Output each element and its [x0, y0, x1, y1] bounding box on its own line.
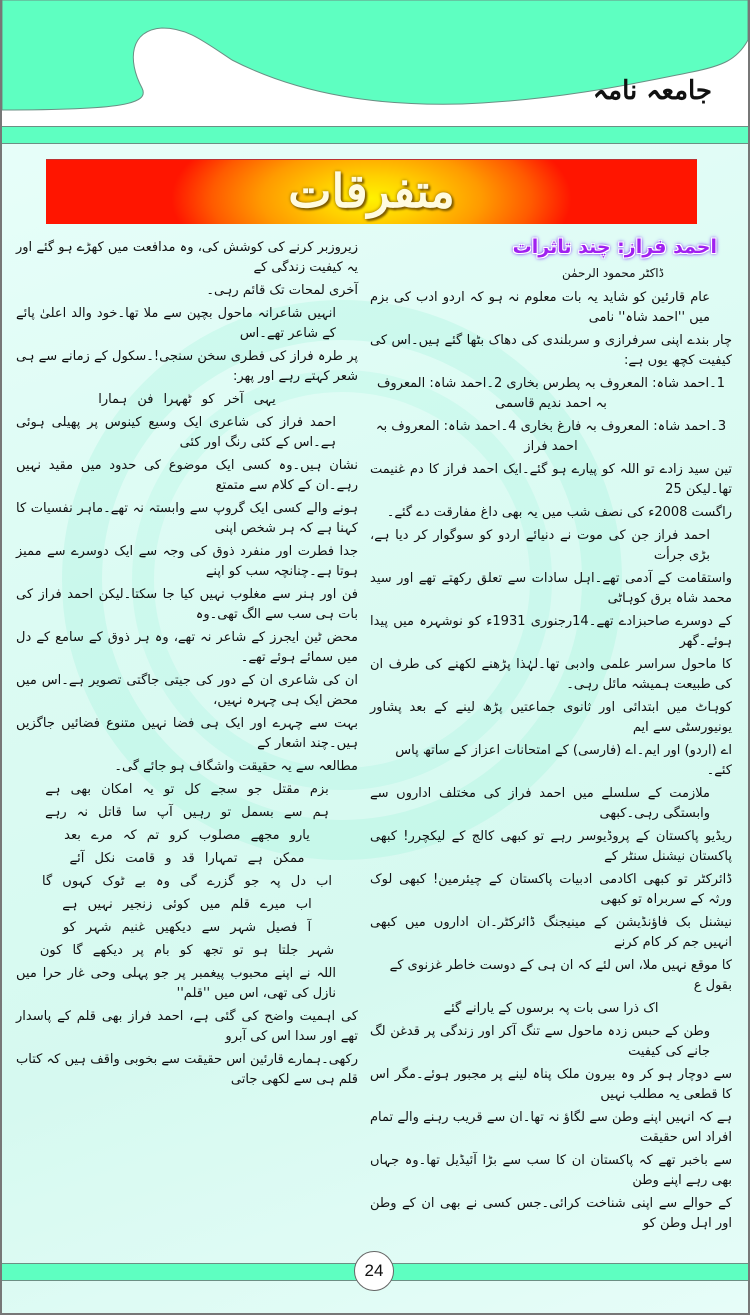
article-author: ڈاکٹر محمود الرحمٰن [561, 266, 664, 280]
text-line: ریڈیو پاکستان کے پروڈیوسر رہے تو کبھی کالج کے لیکچرر! کبھی پاکستان نیشنل سنٹر کے [370, 829, 732, 864]
text-line: واستقامت کے آدمی تھے۔اہل سادات سے تعلق رکھتے تھے اور سید محمد شاہ برق کوہاٹی [370, 571, 732, 606]
text-line: نشان ہیں۔وہ کسی ایک موضوع کی حدود میں مقید نہیں رہے۔ان کے کلام سے متمتع [16, 458, 358, 493]
text-line: سے باخبر تھے کہ پاکستان ان کا سب سے بڑا آئیڈیل تھا۔وہ جہاں بھی رہے اپنے وطن [370, 1153, 732, 1188]
text-line: نیشنل بک فاؤنڈیشن کے مینیجنگ ڈائرکٹر۔ان اداروں میں کبھی انہیں جم کر کام کرنے [370, 915, 732, 950]
text-line: تین سید زادے تو اللہ کو پیارے ہو گئے۔ایک احمد فراز کا دم غنیمت تھا۔لیکن 25 [370, 462, 732, 497]
verse-line: یہی آخر کو ٹھہرا فن ہمارا [98, 392, 276, 407]
text-line: سے دوچار ہو کر وہ بیرون ملک پناہ لینے پر مجبور ہوئے۔مگر اس کا قطعی یہ مطلب نہیں [370, 1067, 732, 1102]
text-line: کے دوسرے صاحبزادے تھے۔14رجنوری 1931ء کو نوشہرہ میں پیدا ہوئے۔گھر [370, 614, 732, 649]
right-column [370, 232, 732, 1237]
text-line: ڈائرکٹر تو کبھی اکادمی ادبیات پاکستان کے چیئرمین! کبھی لوک ورثہ کے سربراہ تو کبھی [370, 872, 732, 907]
text-line: کا موقع نہیں ملا، اس لئے کہ ان ہی کے دوست خاطر غزنوی کے بقول ع [389, 958, 732, 993]
magazine-masthead: جامعہ نامہ [592, 76, 712, 106]
text-line: اے (اردو) اور ایم۔اے (فارسی) کے امتحانات اعزاز کے ساتھ پاس کئے۔ [395, 743, 732, 778]
text-line: 3۔احمد شاہ: المعروف بہ فارغ بخاری 4۔احمد شاہ: المعروف بہ احمد فراز [375, 419, 727, 454]
text-line: ملازمت کے سلسلے میں احمد فراز کی مختلف اداروں سے وابستگی رہی۔کبھی [370, 786, 710, 821]
quoted-verse: اک ذرا سی بات پہ برسوں کے یارانے گئے [443, 1001, 659, 1016]
text-line: کے حوالے سے اپنی شناخت کرائی۔جس کسی نے بھی ان کے وطن اور اہل وطن کو [370, 1196, 732, 1231]
verse-line: ممکن ہے تمہارا قد و قامت نکل آئے [69, 851, 305, 866]
text-line: ہونے والے کسی ایک گروپ سے وابستہ نہ تھے۔ماہر نفسیات کا کہنا ہے کہ ہر شخص اپنی [16, 501, 358, 536]
text-line: زیروزبر کرنے کی کوشش کی، وہ مدافعت میں کھڑے ہو گئے اور یہ کیفیت زندگی کے [16, 240, 358, 275]
text-line: عام قارئین کو شاید یہ بات معلوم نہ ہو کہ اردو ادب کی بزم میں ''احمد شاہ'' نامی [370, 290, 710, 325]
verse-line: آ فصیل شہر سے دیکھیں غنیم شہر کو [62, 920, 312, 935]
text-line: وطن کے حبس زدہ ماحول سے تنگ آکر اور زندگی پر قدغن لگ جانے کی کیفیت [370, 1024, 710, 1059]
header-wave-decoration [2, 0, 748, 126]
text-line: رکھی۔ہمارے قارئین اس حقیقت سے بخوبی واقف ہیں کہ کتاب قلم ہی سے لکھی جاتی [16, 1052, 358, 1087]
text-line: پر طرہ فراز کی فطری سخن سنجی!۔سکول کے زمانے سے ہی شعر کہتے رہے اور پھر: [16, 349, 358, 384]
text-line: احمد فراز کی شاعری ایک وسیع کینوس پر پھیلی ہوئی ہے۔اس کے کئی رنگ اور کئی [16, 415, 336, 450]
text-line: کی اہمیت واضح کی گئی ہے، احمد فراز بھی قلم کے پاسدار تھے اور سدا اس کی آبرو [16, 1009, 358, 1044]
verse-line: ہم سے بسمل تو رہیں آپ سا قاتل نہ رہے [45, 805, 329, 820]
text-line: آخری لمحات تک قائم رہی۔ [206, 283, 358, 298]
verse-line: اب میرے قلم میں کوئی زنجیر نہیں ہے [62, 897, 312, 912]
text-line: ان کی شاعری ان کے دور کی جیتی جاگتی تصویر ہے۔اس میں محض ایک ہی چہرہ نہیں، [16, 673, 358, 708]
page-number: 24 [354, 1251, 394, 1291]
page-header [2, 0, 748, 126]
text-line: ہے کہ انہیں اپنے وطن سے لگاؤ نہ تھا۔ان سے قریب رہنے والے تمام افراد اس حقیقت [370, 1110, 732, 1145]
text-line: جدا فطرت اور منفرد ذوق کی وجہ سے ایک دوسرے سے ممیز ہوتا ہے۔چنانچہ سب کو اپنے [16, 544, 358, 579]
verse-line: اب دل پہ جو گزرے گی وہ بے ٹوک کہوں گا [42, 874, 332, 889]
article-columns [2, 232, 748, 1237]
header-stripe [2, 126, 748, 144]
text-line: محض ٹین ایجرز کے شاعر نہ تھے، وہ ہر ذوق کے سامع کے دل میں سمائے ہوئے تھے۔ [16, 630, 358, 665]
verse-line: بزم مقتل جو سجے کل تو یہ امکان بھی ہے [45, 782, 329, 797]
text-line: کوہاٹ میں ابتدائی اور ثانوی جماعتیں پڑھ لینے کے بعد پشاور یونیورسٹی سے ایم [370, 700, 732, 735]
text-line: مطالعہ سے یہ حقیقت واشگاف ہو جائے گی۔ [114, 759, 358, 774]
text-line: 1۔احمد شاہ: المعروف بہ پطرس بخاری 2۔احمد شاہ: المعروف بہ احمد ندیم قاسمی [376, 376, 726, 411]
text-line: احمد فراز جن کی موت نے دنیائے اردو کو سوگوار کر دیا ہے، بڑی جرأت [370, 528, 710, 563]
left-column [16, 232, 358, 1237]
text-line: اللہ نے اپنے محبوب پیغمبر پر جو پہلی وحی غار حرا میں نازل کی تھی، اس میں ''قلم'' [16, 966, 336, 1001]
text-line: کا ماحول سراسر علمی وادبی تھا۔لہٰذا پڑھنے لکھنے کی طرف ان کی طبیعت ہمیشہ مائل رہی۔ [370, 657, 732, 692]
text-line: فن اور ہنر سے مغلوب نہیں کیا جا سکتا۔لیکن احمد فراز کی بات ہی سب سے الگ تھی۔وہ [16, 587, 358, 622]
verse-line: یارو مجھے مصلوب کرو تم کہ مرے بعد [64, 828, 310, 843]
text-line: انہیں شاعرانہ ماحول بچپن سے ملا تھا۔خود والد اعلیٰ پائے کے شاعر تھے۔اس [16, 306, 336, 341]
text-line: چار بندے اپنی سرفرازی و سربلندی کی دھاک بٹھا گئے ہیں۔اس کی کیفیت کچھ یوں ہے: [370, 333, 732, 368]
section-banner [46, 159, 697, 224]
section-title: متفرقات [288, 164, 455, 218]
article-title: احمد فراز: چند تاثرات [512, 236, 717, 258]
page-footer [2, 1251, 748, 1313]
verse-line: شہر جلتا ہو تو تجھ کو بام پر دیکھے گا کون [39, 943, 335, 958]
text-line: بہت سے چہرے اور ایک ہی فضا نہیں متنوع فضائیں جاگزیں ہیں۔چند اشعار کے [16, 716, 358, 751]
text-line: راگست 2008ء کی نصف شب میں یہ بھی داغ مفارقت دے گئے۔ [386, 505, 732, 520]
